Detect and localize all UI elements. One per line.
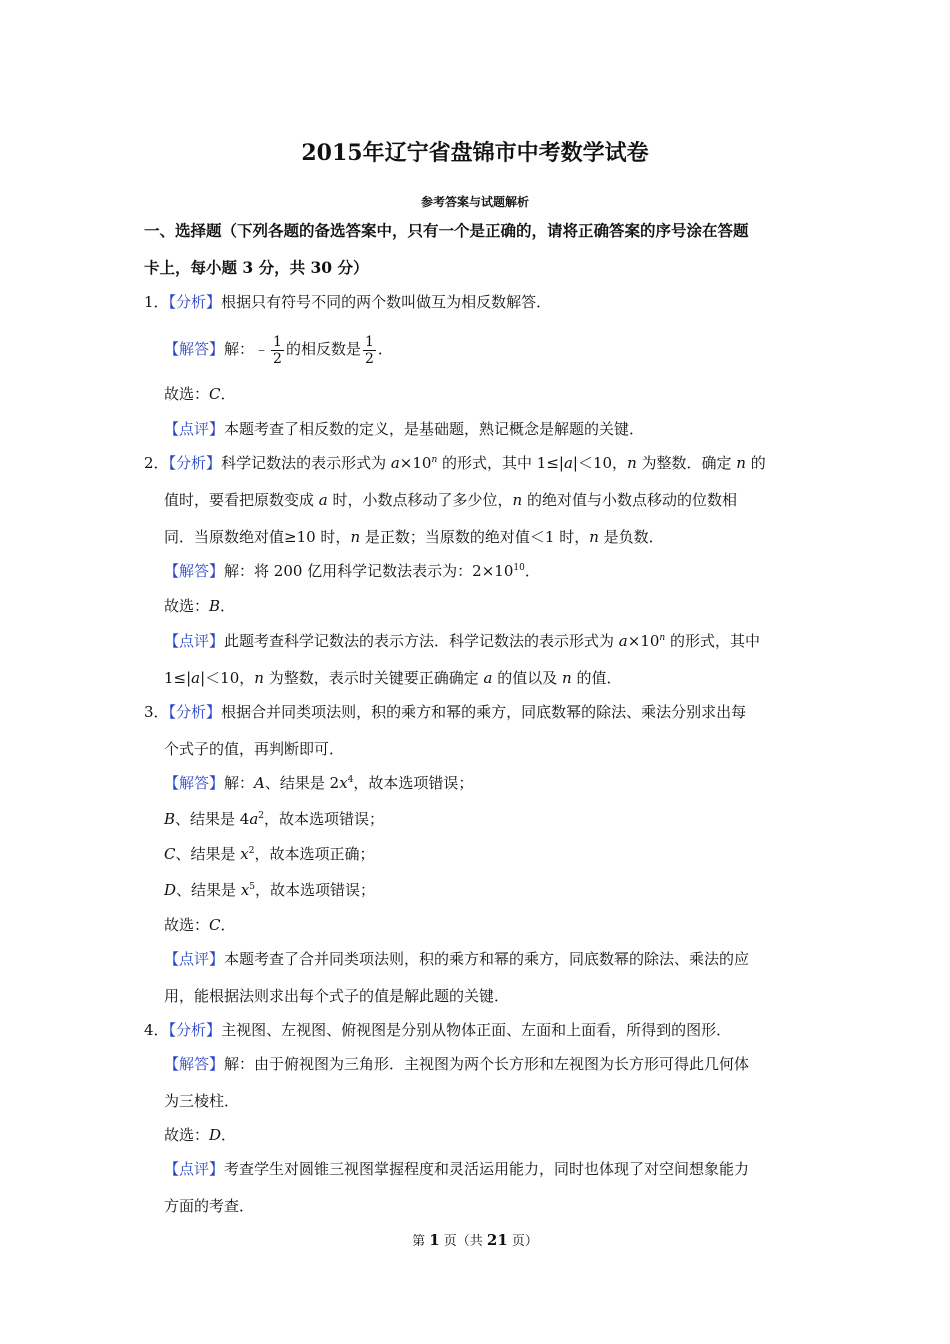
q1-fraction-2: [363, 334, 376, 367]
footer-text: 第: [412, 1234, 430, 1249]
q3-answer-d: [164, 880, 375, 900]
q2-answer-tag: 【解答】: [164, 562, 225, 580]
q4-analysis: [144, 1020, 731, 1040]
var-a: a: [563, 454, 573, 472]
q4-analysis-tag: 【分析】: [168, 1021, 222, 1039]
q3-choice-letter: C: [209, 916, 221, 934]
exponent: 4: [347, 775, 354, 785]
text: 考查学生对圆锥三视图掌握程度和灵活运用能力，同时也体现了对空间想象能力: [224, 1160, 750, 1178]
q3-answer-a: [164, 773, 473, 793]
text: ，故本选项正确；: [254, 845, 375, 863]
page-title: 2015年辽宁省盘锦市中考数学试卷: [301, 140, 649, 166]
var-n: n: [659, 633, 666, 643]
q4-comment-line-2: 方面的考查．: [164, 1197, 255, 1215]
text: |＜10，: [572, 454, 628, 472]
text: 、结果是: [175, 845, 241, 863]
text: 值时，要看把原数变成: [164, 491, 319, 509]
text: 此题考查科学记数法的表示方法．科学记数法的表示形式为: [224, 632, 619, 650]
text: 根据合并同类项法则，积的乘方和幂的乘方，同底数幂的除法、乘法分别求出每: [221, 703, 747, 721]
q1-analysis-tag: 【分析】: [168, 293, 222, 311]
text: 为整数，表示时关键要正确确定: [263, 669, 484, 687]
text: 解：将 200 亿用科学记数法表示为：2×10: [224, 562, 514, 580]
q4-answer-line-1: [164, 1054, 749, 1074]
q1-comment-tag: 【点评】: [164, 420, 225, 438]
q2-choice: [164, 596, 235, 616]
text: 解：: [224, 774, 255, 792]
q4-comment-line-1: [164, 1159, 749, 1179]
text: 的形式，其中 1≤|: [437, 454, 564, 472]
q2-comment-line-2: [164, 668, 621, 688]
q1-analysis: [144, 292, 551, 312]
q3-answer-tag: 【解答】: [164, 774, 225, 792]
var-a: a: [318, 491, 328, 509]
text: ，故本选项错误；: [353, 774, 474, 792]
q1-fraction-1: [271, 334, 284, 367]
q4-choice-end: ．: [221, 1126, 237, 1144]
q1-comment: [164, 419, 644, 439]
exponent: 2: [258, 811, 265, 821]
q3-answer-b: [164, 809, 384, 829]
text: ×10: [627, 632, 660, 650]
q2-comment-line-1: [164, 631, 760, 651]
text: 、结果是: [176, 881, 241, 899]
text: 的值以及: [492, 669, 562, 687]
q2-analysis-tag: 【分析】: [168, 454, 222, 472]
text: 的值．: [571, 669, 622, 687]
footer-text: 页（共: [439, 1234, 487, 1249]
text: 的绝对值与小数点移动的位数相: [522, 491, 737, 509]
q2-comment-tag: 【点评】: [164, 632, 225, 650]
text: 解：由于俯视图为三角形．主视图为两个长方形和左视图为长方形可得此几何体: [224, 1055, 750, 1073]
page-subtitle: 参考答案与试题解析: [420, 195, 529, 209]
footer-text: 页）: [507, 1234, 538, 1249]
section-heading-line-2: 卡上，每小题 3 分，共 30 分）: [144, 258, 369, 277]
var-x: x: [240, 845, 249, 863]
var-a: a: [249, 810, 259, 828]
var-n: n: [254, 669, 264, 687]
q1-answer: [164, 332, 393, 367]
text: |＜10，: [200, 669, 255, 687]
text: ×10: [399, 454, 432, 472]
q2-choice-prefix: 故选：: [164, 597, 210, 615]
var-n: n: [589, 528, 599, 546]
q1-fraction-2-numerator: 1: [364, 333, 374, 350]
q4-choice-prefix: 故选：: [164, 1126, 210, 1144]
text: 、结果是 4: [175, 810, 250, 828]
q2-analysis-line-1: [144, 453, 766, 473]
q2-analysis-line-3: [164, 527, 664, 547]
var-n: n: [431, 455, 438, 465]
page-number: 1: [429, 1231, 440, 1249]
var-n: n: [736, 454, 746, 472]
q1-choice-end: ．: [220, 385, 236, 403]
option-letter: A: [254, 774, 265, 792]
text: 主视图、左视图、俯视图是分别从物体正面、左面和上面看，所得到的图形．: [221, 1021, 732, 1039]
q1-answer-tag: 【解答】: [164, 340, 225, 358]
q2-answer: [164, 561, 540, 581]
text: 同．当原数绝对值≥10 时，: [164, 528, 351, 546]
q4-choice: [164, 1125, 236, 1145]
q4-answer-tag: 【解答】: [164, 1055, 225, 1073]
var-n: n: [512, 491, 523, 509]
var-x: x: [339, 774, 348, 792]
var-a: a: [191, 669, 201, 687]
q1-answer-mid: 的相反数是: [285, 340, 361, 358]
text: 本题考查了合并同类项法则，积的乘方和幂的乘方，同底数幂的除法、乘法的应: [224, 950, 750, 968]
q4-choice-letter: D: [209, 1126, 222, 1144]
text: 科学记数法的表示形式为: [221, 454, 391, 472]
text: 的: [745, 454, 766, 472]
q4-comment-tag: 【点评】: [164, 1160, 225, 1178]
q1-fraction-2-denominator: 2: [364, 350, 374, 367]
q3-analysis-line-1: [144, 702, 746, 722]
q3-comment-line-1: [164, 949, 749, 969]
q2-choice-end: ．: [220, 597, 236, 615]
text: 时，小数点移动了多少位，: [327, 491, 513, 509]
text: 、结果是 2: [264, 774, 340, 792]
text: ．: [524, 562, 540, 580]
q1-analysis-text: 根据只有符号不同的两个数叫做互为相反数解答．: [221, 293, 552, 311]
var-n: n: [562, 669, 572, 687]
exponent: 2: [248, 846, 255, 856]
q1-answer-prefix: 解：﹣: [224, 340, 270, 358]
q1-fraction-1-numerator: 1: [273, 333, 282, 350]
q3-choice-prefix: 故选：: [164, 916, 210, 934]
page-footer: [0, 1230, 950, 1249]
section-heading-line-1: 一、选择题（下列各题的备选答案中，只有一个是正确的，请将正确答案的序号涂在答题: [144, 221, 749, 240]
var-n: n: [627, 454, 637, 472]
text: 的形式，其中: [665, 632, 760, 650]
option-letter: B: [164, 810, 176, 828]
q1-comment-text: 本题考查了相反数的定义，是基础题，熟记概念是解题的关键．: [224, 420, 645, 438]
q2-number: 2．: [144, 454, 169, 472]
q3-number: 3．: [144, 703, 169, 721]
exponent: 5: [249, 882, 256, 892]
q2-choice-letter: B: [209, 597, 221, 615]
q2-analysis-line-2: [164, 490, 737, 510]
q3-choice-end: ．: [220, 916, 236, 934]
var-a: a: [618, 632, 628, 650]
q4-answer-line-2: 为三棱柱．: [164, 1092, 240, 1110]
page-total: 21: [486, 1231, 508, 1249]
q3-choice: [164, 915, 236, 935]
var-a: a: [390, 454, 400, 472]
q3-analysis-line-2: 个式子的值，再判断即可．: [164, 740, 345, 758]
text: 1≤|: [164, 669, 192, 687]
text: 为整数．确定: [636, 454, 737, 472]
q3-analysis-tag: 【分析】: [168, 703, 222, 721]
q1-choice: [164, 384, 236, 404]
q1-fraction-1-denominator: 2: [273, 350, 282, 367]
var-a: a: [483, 669, 493, 687]
q3-answer-c: [164, 844, 374, 864]
text: 是负数．: [598, 528, 664, 546]
text: ，故本选项错误；: [255, 881, 376, 899]
q1-choice-prefix: 故选：: [164, 385, 210, 403]
q3-comment-line-2: 用，能根据法则求出每个式子的值是解此题的关键．: [164, 987, 510, 1005]
option-letter: D: [164, 881, 177, 899]
text: 是正数；当原数的绝对值＜1 时，: [360, 528, 590, 546]
q1-number: 1．: [144, 293, 169, 311]
q1-choice-letter: C: [209, 385, 221, 403]
q4-number: 4．: [144, 1021, 169, 1039]
option-letter: C: [164, 845, 176, 863]
exponent: 10: [513, 563, 525, 573]
q3-comment-tag: 【点评】: [164, 950, 225, 968]
text: ，故本选项错误；: [264, 810, 385, 828]
q1-answer-end: ．: [377, 340, 393, 358]
var-x: x: [240, 881, 250, 899]
var-n: n: [350, 528, 361, 546]
